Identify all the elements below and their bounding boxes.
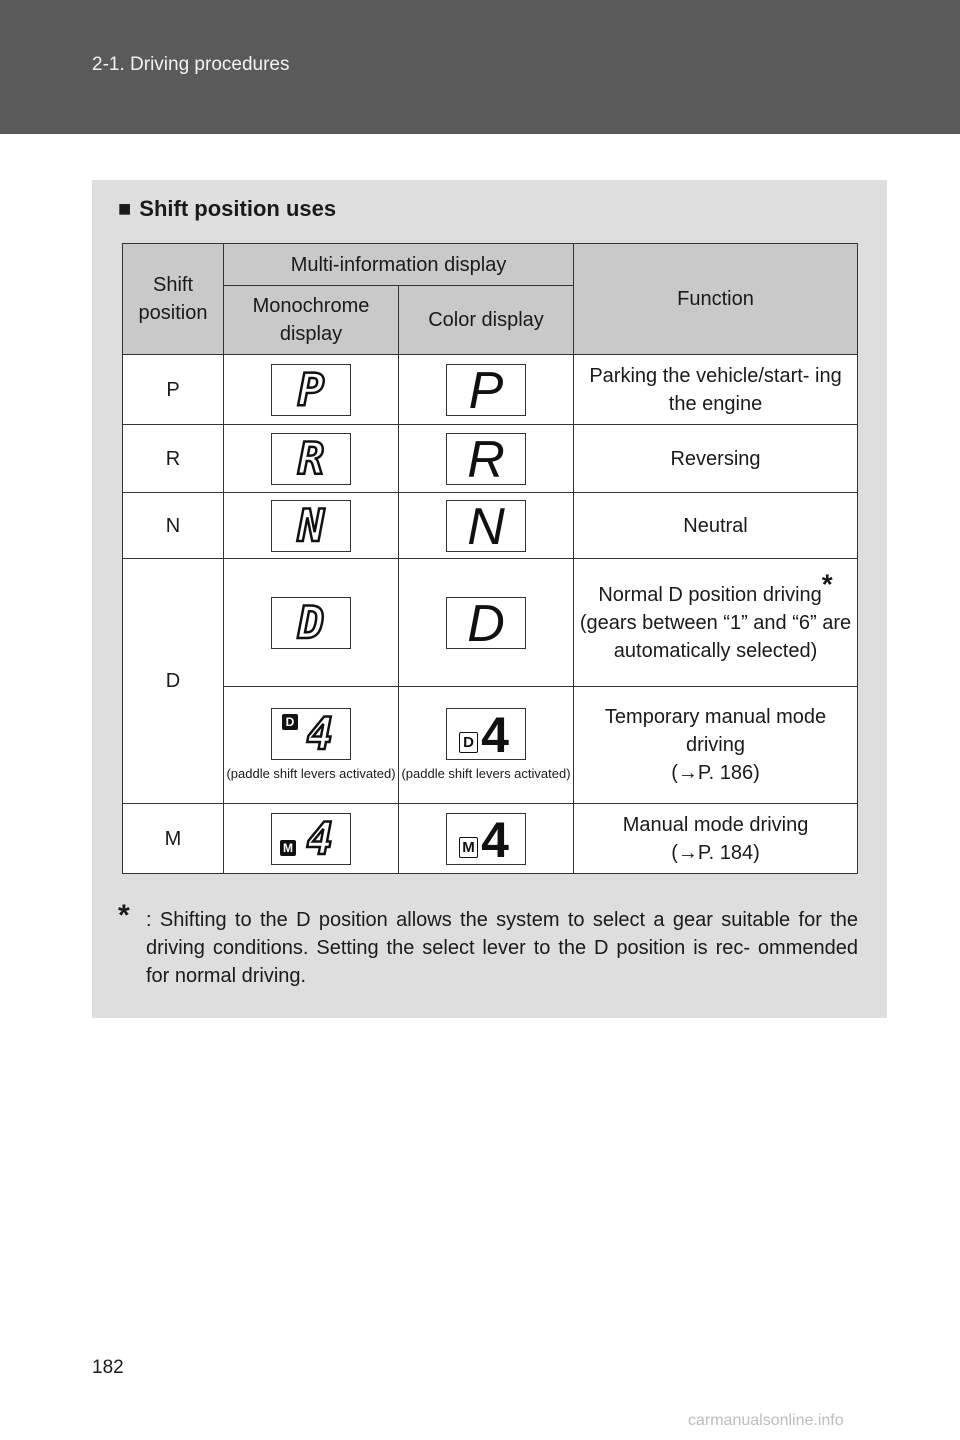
footnote [118, 899, 858, 990]
header-function: Function [574, 244, 858, 355]
function-ref: (→P. 186) [671, 762, 760, 784]
mono-gear-icon: D [271, 597, 351, 649]
section-title: 2-1. Driving procedures [92, 54, 290, 75]
shift-cell: R [123, 425, 224, 493]
caption-text: (paddle shift levers activated) [226, 766, 396, 781]
asterisk-mark: * [821, 567, 833, 599]
shift-cell: D [123, 559, 224, 804]
table-row [123, 425, 858, 493]
function-ref: (→P. 184) [671, 841, 760, 864]
table-row [123, 559, 858, 687]
function-text: Manual mode driving [622, 813, 809, 836]
shift-position-table [122, 243, 858, 874]
asterisk-mark: * [118, 899, 130, 932]
header-monochrome: Monochrome display [224, 286, 399, 355]
panel-title-text: Shift position uses [139, 196, 337, 221]
footnote-text: : Shifting to the D position allows the system to select a gear suitable for the driving conditions. Setting the select lever to the D position is rec- ommended for normal driving. [146, 909, 858, 987]
function-text: Temporary manual mode driving [604, 706, 827, 756]
mono-gear-icon: P [271, 364, 351, 416]
table-row [123, 355, 858, 425]
shift-cell: M [123, 804, 224, 874]
mono-gear-icon: R [271, 433, 351, 485]
bullet-square-icon: ■ [118, 196, 132, 221]
function-cell: Reversing [574, 425, 858, 493]
function-cell [574, 687, 858, 804]
page-header [0, 0, 960, 134]
shift-cell: N [123, 493, 224, 559]
panel-title [118, 196, 336, 222]
header-multi-info: Multi-information display [224, 244, 574, 286]
caption-text: (paddle shift levers activated) [401, 766, 571, 781]
function-cell: Neutral [574, 493, 858, 559]
color-gear-icon: P [446, 364, 526, 416]
mono-gear-icon: N [271, 500, 351, 552]
table-row [123, 804, 858, 874]
function-cell: Parking the vehicle/start- ing the engine [574, 355, 858, 425]
color-gear-icon: D [446, 597, 526, 649]
mono-m4-icon: M 4 [271, 813, 351, 865]
function-cell [574, 559, 858, 687]
page-number: 182 [92, 1357, 124, 1378]
color-d4-icon: D 4 [446, 708, 526, 760]
function-cell [574, 804, 858, 874]
table-row [123, 493, 858, 559]
function-extra-text: (gears between “1” and “6” are automatically selected) [579, 611, 852, 662]
function-text: Normal D position driving [598, 583, 822, 606]
color-m4-icon: M 4 [446, 813, 526, 865]
header-shift-position: Shift position [123, 244, 224, 355]
header-color: Color display [399, 286, 574, 355]
shift-cell: P [123, 355, 224, 425]
table-row [123, 687, 858, 804]
color-gear-icon: N [446, 500, 526, 552]
watermark: carmanualsonline.info [688, 1412, 844, 1429]
mono-d4-icon: D 4 [271, 708, 351, 760]
color-gear-icon: R [446, 433, 526, 485]
